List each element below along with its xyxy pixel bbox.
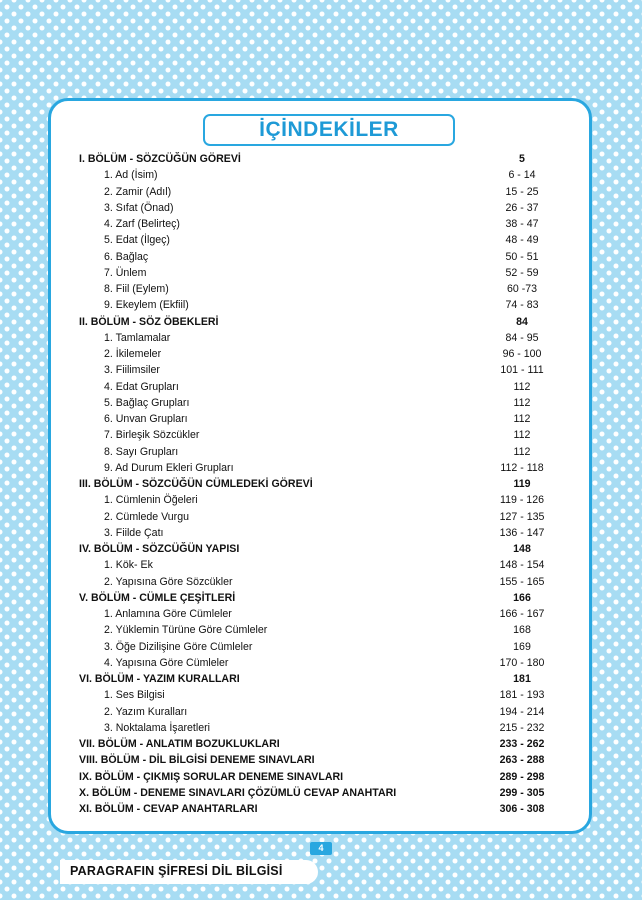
- toc-item-row: [79, 427, 571, 443]
- table-of-contents: [79, 151, 571, 817]
- toc-pages: 215 - 232: [499, 721, 545, 734]
- toc-pages: 127 - 135: [499, 510, 545, 523]
- toc-pages: 181: [513, 673, 531, 685]
- toc-pages: 60 -73: [506, 283, 538, 295]
- toc-pages: 148: [513, 543, 531, 555]
- toc-item-row: [79, 687, 571, 703]
- toc-label: X. BÖLÜM - DENEME SINAVLARI ÇÖZÜMLÜ CEVAP ANAHTARI: [79, 786, 397, 799]
- toc-label: 3. Öğe Dizilişine Göre Cümleler: [104, 640, 253, 653]
- toc-item-row: [79, 639, 571, 655]
- toc-pages: 263 - 288: [499, 754, 545, 767]
- toc-pages: 181 - 193: [499, 689, 545, 702]
- toc-item-row: [79, 232, 571, 248]
- toc-item-row: [79, 216, 571, 232]
- toc-section-row: [79, 769, 571, 785]
- toc-item-row: [79, 606, 571, 622]
- toc-pages: 119 - 126: [500, 494, 544, 507]
- toc-item-row: [79, 281, 571, 297]
- toc-label: 5. Edat (İlgeç): [104, 234, 170, 247]
- toc-item-row: [79, 492, 571, 508]
- toc-pages: 84: [516, 315, 528, 328]
- toc-pages: 26 - 37: [505, 201, 539, 214]
- toc-section-row: [79, 476, 571, 492]
- toc-label: IV. BÖLÜM - SÖZCÜĞÜN YAPISI: [79, 543, 240, 555]
- toc-pages: 112 - 118: [500, 461, 544, 474]
- toc-item-row: [79, 395, 571, 411]
- toc-label: 4. Yapısına Göre Cümleler: [104, 656, 229, 669]
- toc-label: 4. Edat Grupları: [104, 380, 179, 393]
- toc-pages: 155 - 165: [499, 575, 545, 588]
- toc-label: IX. BÖLÜM - ÇIKMIŞ SORULAR DENEME SINAVLARI: [79, 770, 344, 783]
- toc-label: 2. Zamir (Adıl): [104, 185, 172, 198]
- toc-label: 2. İkilemeler: [104, 348, 162, 360]
- toc-item-row: [79, 265, 571, 281]
- toc-section-row: [79, 314, 571, 330]
- toc-section-row: [79, 785, 571, 801]
- toc-item-row: [79, 525, 571, 541]
- toc-pages: 50 - 51: [505, 250, 539, 263]
- toc-item-row: [79, 720, 571, 736]
- toc-pages: 15 - 25: [505, 185, 539, 198]
- toc-item-row: [79, 249, 571, 265]
- toc-pages: 299 - 305: [499, 786, 545, 799]
- toc-pages: 166: [513, 591, 531, 604]
- toc-label: 7. Birleşik Sözcükler: [104, 429, 200, 442]
- toc-pages: 5: [519, 153, 525, 165]
- toc-section-row: [79, 151, 571, 167]
- toc-item-row: [79, 444, 571, 460]
- toc-label: I. BÖLÜM - SÖZCÜĞÜN GÖREVİ: [79, 153, 241, 165]
- footer-band: [60, 860, 318, 884]
- toc-pages: 233 - 262: [499, 738, 545, 750]
- toc-item-row: [79, 330, 571, 346]
- toc-label: 1. Anlamına Göre Cümleler: [104, 608, 232, 620]
- toc-label: VI. BÖLÜM - YAZIM KURALLARI: [79, 673, 240, 685]
- toc-item-row: [79, 460, 571, 476]
- toc-label: 6. Bağlaç: [104, 250, 149, 263]
- toc-label: 1. Tamlamalar: [104, 331, 171, 344]
- toc-label: 3. Noktalama İşaretleri: [104, 721, 210, 734]
- toc-label: 8. Fiil (Eylem): [104, 283, 169, 295]
- toc-pages: 136 - 147: [499, 526, 545, 539]
- toc-section-row: [79, 671, 571, 687]
- toc-pages: 112: [513, 396, 531, 409]
- toc-label: III. BÖLÜM - SÖZCÜĞÜN CÜMLEDEKİ GÖREVİ: [79, 478, 313, 490]
- toc-pages: 101 - 111: [500, 364, 544, 377]
- toc-label: XI. BÖLÜM - CEVAP ANAHTARLARI: [79, 803, 258, 815]
- toc-label: 2. Yazım Kuralları: [104, 705, 188, 718]
- toc-item-row: [79, 346, 571, 362]
- toc-section-row: [79, 736, 571, 752]
- toc-label: 1. Ses Bilgisi: [104, 689, 165, 702]
- toc-pages: 6 - 14: [508, 169, 536, 182]
- page-title: İÇİNDEKİLER: [259, 118, 399, 141]
- toc-pages: 169: [513, 640, 531, 653]
- toc-label: VII. BÖLÜM - ANLATIM BOZUKLUKLARI: [79, 738, 280, 750]
- toc-pages: 112: [513, 413, 531, 425]
- toc-pages: 112: [513, 445, 531, 458]
- toc-pages: 119: [513, 478, 531, 490]
- toc-pages: 52 - 59: [505, 266, 539, 279]
- toc-pages: 74 - 83: [505, 299, 539, 312]
- toc-label: 1. Cümlenin Öğeleri: [104, 494, 198, 507]
- toc-pages: 112: [513, 429, 531, 442]
- toc-label: 2. Yüklemin Türüne Göre Cümleler: [104, 624, 268, 637]
- book-title: PARAGRAFIN ŞİFRESİ DİL BİLGİSİ: [70, 864, 283, 878]
- toc-item-row: [79, 704, 571, 720]
- toc-label: 5. Bağlaç Grupları: [104, 396, 190, 409]
- page-number: 4: [310, 842, 332, 855]
- toc-section-row: [79, 752, 571, 768]
- toc-item-row: [79, 411, 571, 427]
- toc-item-row: [79, 200, 571, 216]
- toc-label: 4. Zarf (Belirteç): [104, 218, 180, 230]
- toc-label: 1. Kök- Ek: [104, 559, 153, 572]
- toc-label: 3. Fiilde Çatı: [104, 526, 164, 539]
- toc-label: 9. Ekeylem (Ekfiil): [104, 299, 189, 312]
- toc-item-row: [79, 184, 571, 200]
- toc-item-row: [79, 379, 571, 395]
- toc-section-row: [79, 590, 571, 606]
- toc-item-row: [79, 297, 571, 313]
- toc-pages: 289 - 298: [499, 770, 545, 783]
- toc-label: II. BÖLÜM - SÖZ ÖBEKLERİ: [79, 315, 219, 328]
- toc-section-row: [79, 801, 571, 817]
- toc-item-row: [79, 655, 571, 671]
- toc-pages: 170 - 180: [499, 656, 545, 669]
- toc-label: VIII. BÖLÜM - DİL BİLGİSİ DENEME SINAVLARI: [79, 754, 315, 767]
- toc-pages: 48 - 49: [505, 234, 539, 247]
- toc-label: 7. Ünlem: [104, 266, 147, 279]
- title-box: [203, 114, 455, 146]
- toc-label: 9. Ad Durum Ekleri Grupları: [104, 461, 234, 474]
- toc-item-row: [79, 362, 571, 378]
- toc-label: 2. Yapısına Göre Sözcükler: [104, 575, 233, 588]
- toc-label: V. BÖLÜM - CÜMLE ÇEŞİTLERİ: [79, 591, 236, 604]
- toc-item-row: [79, 622, 571, 638]
- toc-pages: 168: [513, 624, 531, 637]
- toc-pages: 38 - 47: [505, 218, 539, 230]
- toc-pages: 148 - 154: [499, 559, 545, 572]
- toc-section-row: [79, 541, 571, 557]
- toc-label: 1. Ad (İsim): [104, 169, 158, 182]
- toc-pages: 306 - 308: [499, 803, 545, 815]
- toc-label: 6. Unvan Grupları: [104, 413, 188, 425]
- toc-pages: 112: [513, 380, 531, 393]
- toc-pages: 84 - 95: [505, 331, 539, 344]
- toc-item-row: [79, 167, 571, 183]
- toc-pages: 166 - 167: [499, 608, 545, 620]
- toc-item-row: [79, 557, 571, 573]
- toc-item-row: [79, 574, 571, 590]
- toc-pages: 96 - 100: [502, 348, 542, 360]
- toc-label: 8. Sayı Grupları: [104, 445, 179, 458]
- toc-label: 3. Fiilimsiler: [104, 364, 160, 377]
- toc-label: 3. Sıfat (Önad): [104, 201, 174, 214]
- toc-item-row: [79, 509, 571, 525]
- toc-pages: 194 - 214: [499, 705, 545, 718]
- toc-label: 2. Cümlede Vurgu: [104, 510, 189, 523]
